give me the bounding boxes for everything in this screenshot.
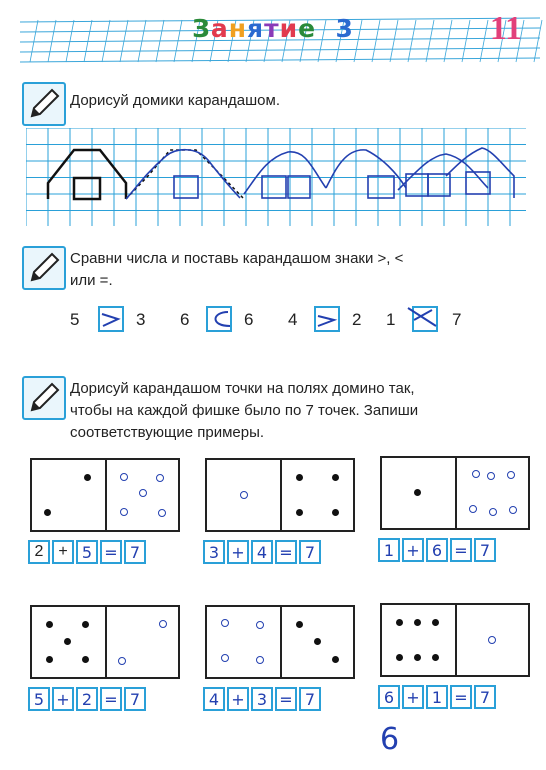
page-title xyxy=(0,14,546,43)
handwritten-dot xyxy=(118,657,126,665)
domino-dot xyxy=(46,656,53,663)
compare-right-number: 7 xyxy=(452,310,462,329)
equation-cell[interactable]: + xyxy=(402,538,424,562)
equation-cell[interactable]: = xyxy=(275,687,297,711)
compare-left-number: 5 xyxy=(70,310,80,329)
compare-right-number: 2 xyxy=(352,310,362,329)
handwritten-dot xyxy=(256,656,264,664)
domino xyxy=(30,458,180,532)
title-letter: а xyxy=(210,14,229,43)
domino-dot xyxy=(432,619,439,626)
equation-cell[interactable]: 6 xyxy=(378,685,400,709)
handwritten-dot xyxy=(488,636,496,644)
domino-dot xyxy=(296,509,303,516)
equation-cell[interactable]: 7 xyxy=(474,538,496,562)
equation-cell[interactable]: 2 xyxy=(28,540,50,564)
equation-cell[interactable]: 4 xyxy=(251,540,273,564)
equation-cell[interactable]: 5 xyxy=(76,540,98,564)
domino-dot xyxy=(314,638,321,645)
equation-cell[interactable]: 3 xyxy=(203,540,225,564)
equation-cell[interactable]: + xyxy=(402,685,424,709)
task3-instruction xyxy=(70,378,418,444)
equation-cell[interactable]: + xyxy=(52,687,74,711)
domino-dot xyxy=(396,619,403,626)
equation-cells xyxy=(28,687,148,711)
equation-cell[interactable]: 5 xyxy=(28,687,50,711)
task3-line3: соответствующие примеры. xyxy=(70,424,265,441)
equation-cell[interactable]: = xyxy=(100,540,122,564)
title-letter: н xyxy=(228,14,248,43)
equation-cell[interactable]: 7 xyxy=(474,685,496,709)
handwritten-dot xyxy=(159,620,167,628)
equation-cell[interactable]: + xyxy=(227,687,249,711)
title-letter: е xyxy=(298,14,317,43)
domino-left-half[interactable] xyxy=(382,605,455,675)
domino-dot xyxy=(84,474,91,481)
domino-dot xyxy=(46,621,53,628)
domino-left-half[interactable] xyxy=(207,607,280,677)
title-letter xyxy=(316,14,335,43)
pencil-icon xyxy=(22,376,66,420)
domino-dot xyxy=(332,656,339,663)
handwritten-dot xyxy=(472,470,480,478)
domino-right-half[interactable] xyxy=(105,460,180,530)
handwritten-dot xyxy=(240,491,248,499)
title-letter: т xyxy=(264,14,280,43)
page-number: 11 xyxy=(489,10,522,47)
domino xyxy=(30,605,180,679)
equation-cell[interactable]: 6 xyxy=(426,538,448,562)
handwritten-dot xyxy=(158,509,166,517)
domino-dot xyxy=(82,656,89,663)
equation-cell[interactable]: 4 xyxy=(203,687,225,711)
houses-grid xyxy=(26,128,526,226)
domino-right-half[interactable] xyxy=(455,605,530,675)
domino xyxy=(205,458,355,532)
domino-dot xyxy=(414,619,421,626)
handwritten-dot xyxy=(487,472,495,480)
equation-cells xyxy=(203,540,323,564)
handwritten-sign xyxy=(314,306,340,332)
domino-right-half[interactable] xyxy=(455,458,530,528)
handwritten-dot xyxy=(139,489,147,497)
domino-dot xyxy=(396,654,403,661)
handwritten-dot xyxy=(489,508,497,516)
equation-cell[interactable]: + xyxy=(52,540,74,564)
domino-right-half[interactable] xyxy=(105,607,180,677)
handwritten-note: 6 xyxy=(380,722,400,757)
equation-cells xyxy=(378,685,498,709)
domino-right-half[interactable] xyxy=(280,607,355,677)
equation-cell[interactable]: 1 xyxy=(426,685,448,709)
domino xyxy=(205,605,355,679)
equation-cell[interactable]: = xyxy=(450,538,472,562)
equation-cell[interactable]: 7 xyxy=(299,687,321,711)
equation-cell[interactable]: 2 xyxy=(76,687,98,711)
domino-dot xyxy=(296,474,303,481)
task3-line1: Дорисуй карандашом точки на полях домино так, xyxy=(70,380,415,397)
handwritten-sign xyxy=(98,306,124,332)
handwritten-sign xyxy=(404,302,444,336)
equation-cell[interactable]: = xyxy=(275,540,297,564)
domino-dot xyxy=(414,489,421,496)
handwritten-dot xyxy=(156,474,164,482)
equation-cell[interactable]: 7 xyxy=(124,687,146,711)
handwritten-dot xyxy=(469,505,477,513)
title-letter: и xyxy=(279,14,299,43)
compare-left-number: 4 xyxy=(288,310,298,329)
domino-right-half[interactable] xyxy=(280,460,355,530)
domino-left-half[interactable] xyxy=(32,460,105,530)
title-letter: 3 xyxy=(335,14,354,43)
equation-cell[interactable]: = xyxy=(100,687,122,711)
domino-dot xyxy=(296,621,303,628)
handwritten-dot xyxy=(221,619,229,627)
task2-instruction xyxy=(70,248,403,292)
task3-line2: чтобы на каждой фишке было по 7 точек. Запиши xyxy=(70,402,419,419)
domino xyxy=(380,456,530,530)
title-letter: З xyxy=(192,14,211,43)
handwritten-dot xyxy=(221,654,229,662)
handwritten-dot xyxy=(120,473,128,481)
compare-row xyxy=(0,306,546,342)
pencil-icon xyxy=(22,82,66,126)
domino-dot xyxy=(64,638,71,645)
handwritten-sign xyxy=(206,306,232,332)
domino-dot xyxy=(44,509,51,516)
equation-cells xyxy=(28,540,148,564)
handwritten-dot xyxy=(509,506,517,514)
compare-right-number: 3 xyxy=(136,310,146,329)
equation-cell[interactable]: 3 xyxy=(251,687,273,711)
handwritten-dot xyxy=(507,471,515,479)
compare-right-number: 6 xyxy=(244,310,254,329)
domino-left-half[interactable] xyxy=(32,607,105,677)
domino-left-half[interactable] xyxy=(207,460,280,530)
equation-cells xyxy=(378,538,498,562)
domino xyxy=(380,603,530,677)
domino-dot xyxy=(332,509,339,516)
equation-cell[interactable]: + xyxy=(227,540,249,564)
equation-cell[interactable]: 7 xyxy=(124,540,146,564)
equation-cells xyxy=(203,687,323,711)
pencil-icon xyxy=(22,246,66,290)
equation-cell[interactable]: 1 xyxy=(378,538,400,562)
domino-dot xyxy=(414,654,421,661)
equation-cell[interactable]: = xyxy=(450,685,472,709)
handwritten-dot xyxy=(256,621,264,629)
task1-instruction: Дорисуй домики карандашом. xyxy=(70,92,280,109)
title-letter: я xyxy=(247,14,265,43)
domino-left-half[interactable] xyxy=(382,458,455,528)
domino-dot xyxy=(332,474,339,481)
compare-left-number: 1 xyxy=(386,310,396,329)
domino-dot xyxy=(432,654,439,661)
task2-line2: или =. xyxy=(70,272,113,289)
compare-left-number: 6 xyxy=(180,310,190,329)
task2-line1: Сравни числа и поставь карандашом знаки >, < xyxy=(70,250,404,267)
equation-cell[interactable]: 7 xyxy=(299,540,321,564)
handwritten-dot xyxy=(120,508,128,516)
domino-dot xyxy=(82,621,89,628)
